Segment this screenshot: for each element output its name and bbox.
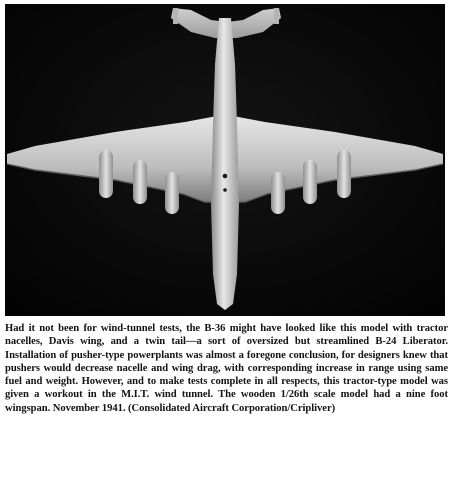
tail-fin-left xyxy=(173,8,178,24)
model-mount-point-2 xyxy=(223,188,227,192)
fuselage xyxy=(211,18,239,310)
photo-caption: Had it not been for wind-tunnel tests, the B-36 might have looked like this model with tractor nacelles, Davis wing, and a twin tail—a sort of oversized but streamlined B-24 Liberator. Installation of pusher-type powerplants was almost a foregone conclusion, for designers knew that pushers would decrease nacelle and wing drag, with corresponding increase in range using same fuel and weight. However, and to make tests complete in all respects, this tractor-type model was given a workout in the M.I.T. wind tunnel. The wooden 1/26th scale model had a nine foot wingspan. November 1941. (Consolidated Aircraft Corporation/Cripliver) xyxy=(5,323,448,414)
aircraft-model-photo xyxy=(5,4,445,316)
model-mount-point xyxy=(223,174,228,179)
aircraft-model-illustration xyxy=(5,4,445,316)
tail-fin-right xyxy=(274,8,279,24)
